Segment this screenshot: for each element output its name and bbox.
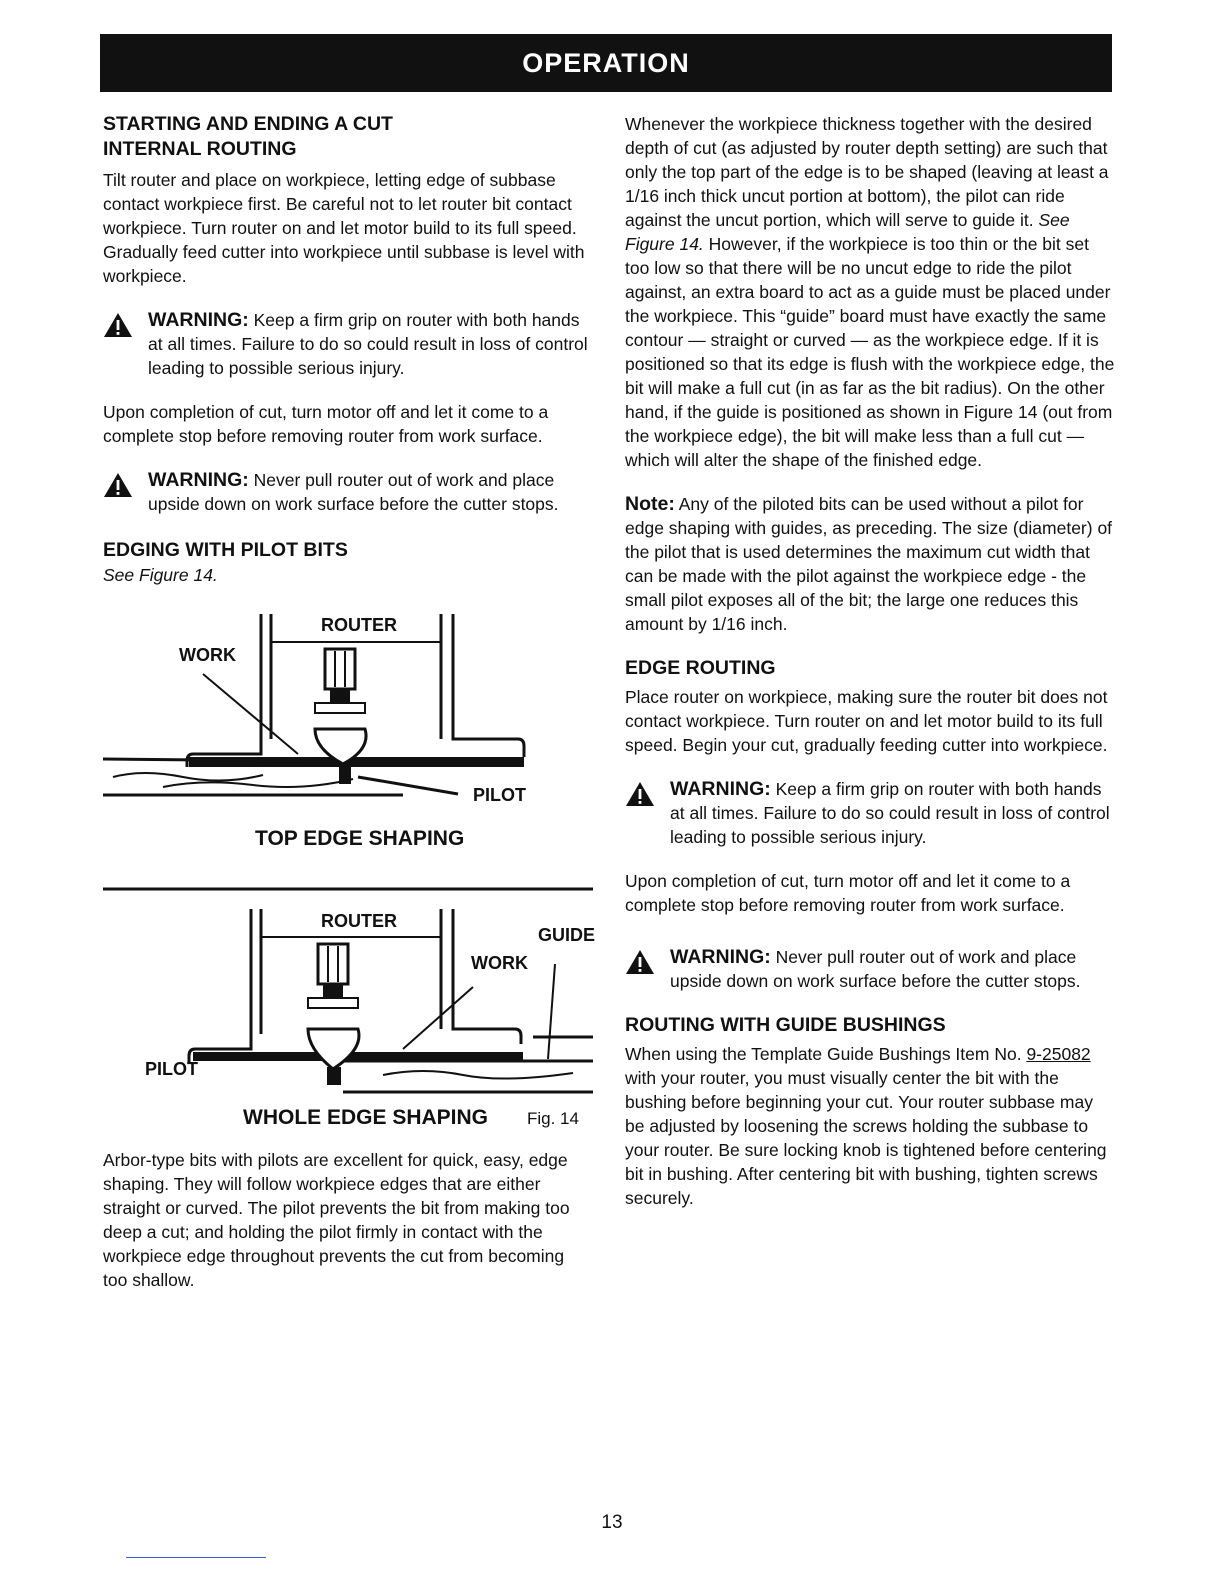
item-number: 9-25082 [1026, 1044, 1091, 1064]
figure-14-diagram [103, 589, 595, 1134]
paragraph-workpiece-thickness: Whenever the workpiece thickness together with the desired depth of cut (as adjusted by router depth setting) are such that only the top part of the edge is to be shaped (leaving at least a 1/16 inch thick uncut portion at bottom), the pilot can ride against the uncut portion, which will serve to guide it. See Figure 14. However, if the workpiece is too thin or the bit set too low so that there will be no uncut edge to ride the pilot against, an extra board to act as a guide must be placed under the workpiece. This “guide” board must have exactly the same contour — straight or curved — as the workpiece edge. If it is positioned so that its edge is flush with the workpiece edge, the bit will make a full cut (in as far as the bit radius). On the other hand, if the guide is positioned as shown in Figure 14 (out from the workpiece edge), the bit will make less than a full cut — which will alter the shape of the finished edge. [625, 114, 1115, 470]
paragraph-guide-bushings: When using the Template Guide Bushings Item No. 9-25082 with your router, you must visually center the bit with the bushing before beginning your cut. Your router subbase may be adjusted by loosening the screws holding the subbase to your router. Be sure locking knob is tightened before centering bit in bushing. After centering bit with bushing, tighten screws securely. [625, 1044, 1107, 1208]
paragraph-completion-of-cut: Upon completion of cut, turn motor off and let it come to a complete stop before removing router from work surface. [625, 871, 1071, 915]
warning-label: WARNING: [670, 946, 771, 968]
warning-text: Never pull router out of work and place upside down on work surface before the cutter stops. [148, 470, 559, 514]
warning-text: Never pull router out of work and place upside down on work surface before the cutter stops. [670, 947, 1081, 991]
heading-internal-routing: INTERNAL ROUTING [103, 138, 297, 160]
left-column [103, 112, 593, 1292]
right-column [625, 112, 1115, 1210]
bottom-rule [126, 1557, 266, 1558]
paragraph-arbor-type-bits: Arbor-type bits with pilots are excellent for quick, easy, edge shaping. They will follow workpiece edges that are either straight or curved. The pilot prevents the bit from making too deep a cut; and holding the pilot firmly in contact with the workpiece edge throughout prevents the cut from becoming too shallow. [103, 1150, 570, 1290]
caption-whole-edge-shaping: WHOLE EDGE SHAPING [243, 1106, 489, 1129]
warning-text: Keep a firm grip on router with both hands at all times. Failure to do so could result in loss of control leading to possible serious injury. [670, 779, 1110, 847]
warning-block-grip [625, 777, 1115, 849]
see-figure-reference: See Figure 14. [625, 210, 1070, 254]
heading-routing-guide-bushings: ROUTING WITH GUIDE BUSHINGS [625, 1014, 946, 1036]
label-pilot-top: PILOT [473, 785, 526, 805]
warning-label: WARNING: [670, 778, 771, 800]
warning-triangle-icon [103, 468, 148, 498]
warning-label: WARNING: [148, 469, 249, 491]
paragraph-completion-of-cut: Upon completion of cut, turn motor off and let it come to a complete stop before removing router from work surface. [103, 402, 549, 446]
page-number: 13 [601, 1512, 623, 1533]
warning-text: Keep a firm grip on router with both hands at all times. Failure to do so could result in loss of control leading to possible serious injury. [148, 310, 588, 378]
section-title: OPERATION [522, 47, 690, 78]
label-router-bottom: ROUTER [321, 911, 397, 931]
label-guide-bottom: GUIDE [538, 925, 595, 945]
top-edge-shaping-illustration [103, 614, 526, 850]
heading-edge-routing: EDGE ROUTING [625, 657, 776, 679]
note-label: Note: [625, 493, 675, 515]
warning-triangle-icon [103, 308, 148, 338]
warning-triangle-icon [625, 777, 670, 807]
label-work-bottom: WORK [471, 953, 528, 973]
warning-label: WARNING: [148, 309, 249, 331]
see-figure-reference: See Figure 14. [103, 565, 218, 585]
heading-starting-ending-cut: STARTING AND ENDING A CUT [103, 113, 393, 135]
figure-number: Fig. 14 [527, 1109, 579, 1128]
warning-block-pull [103, 468, 593, 516]
label-pilot-bottom: PILOT [145, 1059, 198, 1079]
heading-edging-pilot-bits: EDGING WITH PILOT BITS [103, 539, 348, 561]
paragraph-edge-routing: Place router on workpiece, making sure the router bit does not contact workpiece. Turn router on and let motor build to its full speed. Begin your cut, gradually feeding cutter into workpiece. [625, 687, 1108, 755]
warning-triangle-icon [625, 945, 670, 975]
whole-edge-shaping-illustration [145, 909, 595, 1129]
paragraph-internal-routing: Tilt router and place on workpiece, letting edge of subbase contact workpiece first. Be careful not to let router bit contact workpiece. Turn router on and let motor build to its full speed. Gradually feed cutter into workpiece until subbase is level with workpiece. [103, 170, 585, 286]
warning-block-grip [103, 308, 593, 380]
label-router-top: ROUTER [321, 615, 397, 635]
warning-block-pull [625, 945, 1115, 993]
section-header-bar [100, 34, 1112, 92]
label-work-top: WORK [179, 645, 236, 665]
caption-top-edge-shaping: TOP EDGE SHAPING [255, 827, 465, 850]
note-paragraph: Note: Any of the piloted bits can be used without a pilot for edge shaping with guides, as preceding. The size (diameter) of the pilot that is used determines the maximum cut width that can be made with the pilot against the workpiece edge - the small pilot exposes all of the bit; the large one reduces this amount by 1/16 inch. [625, 493, 1113, 634]
